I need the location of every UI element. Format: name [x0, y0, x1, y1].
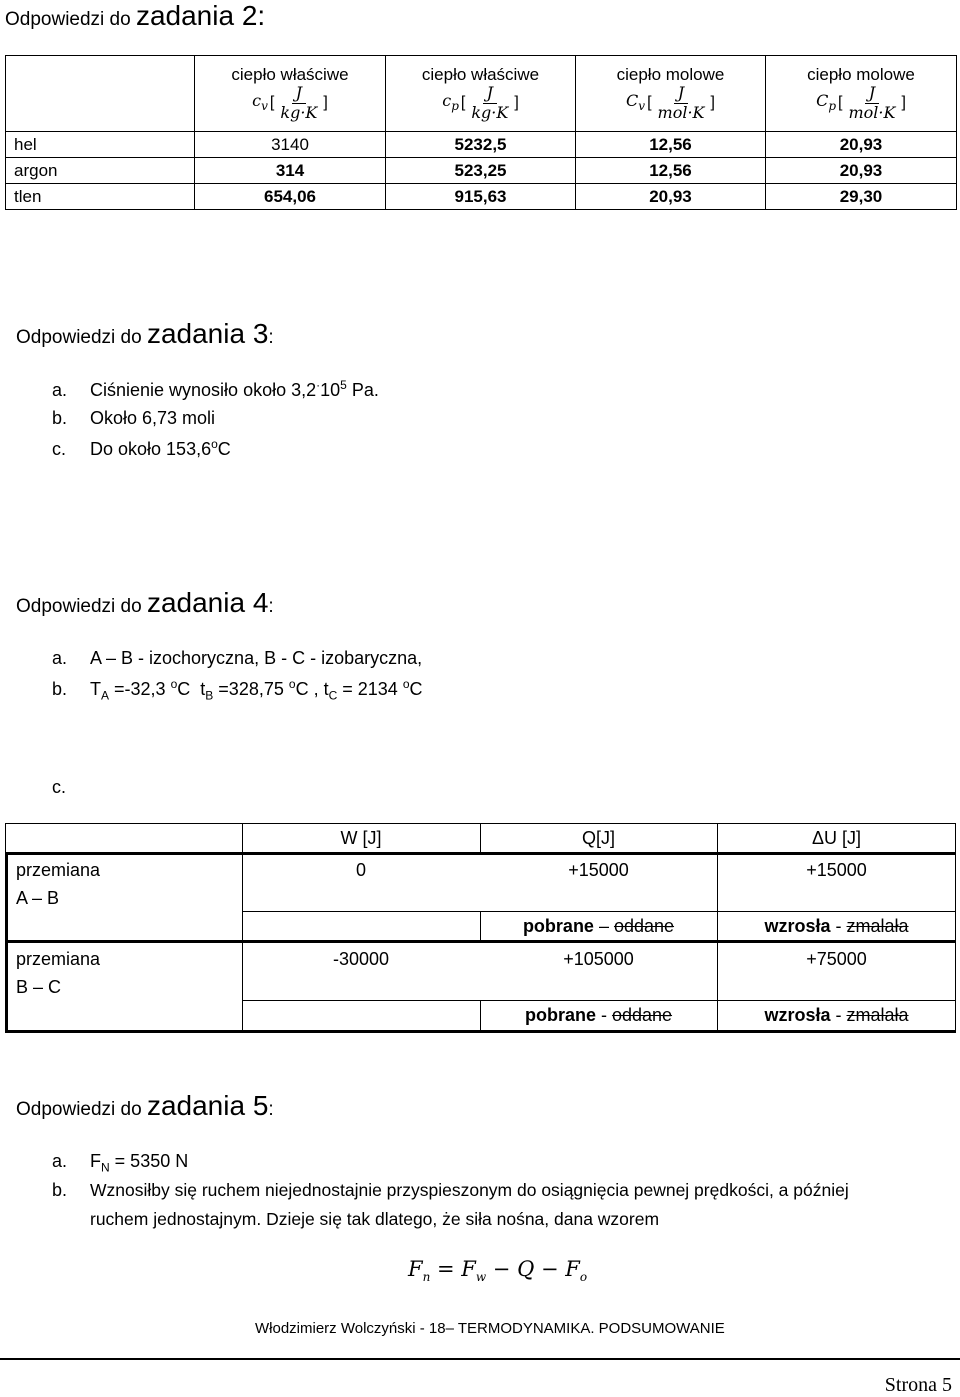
- header-internal-energy: ΔU [J]: [811, 828, 862, 848]
- table-cell: 5232,5: [386, 132, 576, 158]
- section-4-heading: Odpowiedzi do zadania 4:: [16, 587, 274, 618]
- table-cell: 915,63: [386, 184, 576, 210]
- lift-force-formula: $F_n = F_w - Q - F_o$: [408, 1257, 588, 1285]
- energy-value: +15000: [806, 860, 867, 880]
- border: [242, 911, 956, 912]
- table-cell: 20,93: [766, 132, 957, 158]
- process-label: A – B: [16, 888, 60, 908]
- header-work: W [J]: [340, 828, 382, 848]
- table-cell: 3140: [195, 132, 386, 158]
- section-5-heading: Odpowiedzi do zadania 5:: [16, 1090, 274, 1121]
- answer-4a: a. A – B - izochoryczna, B - C - izobaryczna,: [52, 648, 423, 668]
- heat-value: +15000: [568, 860, 629, 880]
- process-label: przemiana: [16, 860, 101, 880]
- table-cell: 12,56: [576, 132, 766, 158]
- work-value: 0: [355, 860, 366, 880]
- gas-name: hel: [6, 132, 195, 158]
- border: [242, 823, 243, 1033]
- table-cell: 20,93: [576, 184, 766, 210]
- table-cell: 29,30: [766, 184, 957, 210]
- footer-divider: [0, 1358, 960, 1360]
- work-value: -30000: [332, 949, 390, 969]
- heat-direction: pobrane – oddane: [522, 916, 675, 936]
- header-cell: ciepło molowe $C_v$ [ $\frac{J}{\text{mol·K}}$ ]: [576, 56, 766, 132]
- table-cell: 523,25: [386, 158, 576, 184]
- section-2-heading: Odpowiedzi do zadania 2:: [5, 0, 266, 31]
- header-cell: ciepło molowe $C_p$ [ $\frac{J}{\text{mol·K}}$ ]: [766, 56, 957, 132]
- border: [242, 1000, 956, 1001]
- header-heat: Q[J]: [581, 828, 615, 848]
- page-number: Strona 5: [884, 1374, 952, 1396]
- table-cell: 314: [195, 158, 386, 184]
- answer-5b-continued: ruchem jednostajnym. Dzieje się tak dlatego, że siła nośna, dana wzorem: [90, 1209, 660, 1229]
- footer-text: Włodzimierz Wolczyński - 18– TERMODYNAMIKA. PODSUMOWANIE: [255, 1320, 725, 1337]
- process-label: B – C: [16, 977, 62, 997]
- answer-3c: c. Do około 153,6$^o$C: [52, 437, 231, 459]
- table-cell: 20,93: [766, 158, 957, 184]
- process-table: [5, 823, 956, 1033]
- energy-direction: wzrosła - zmalała: [764, 916, 909, 936]
- answer-5b: b. Wznosiłby się ruchem niejednostajnie przyspieszonym do osiągnięcia pewnej prędkości, a później: [52, 1180, 849, 1200]
- border: [5, 852, 8, 1033]
- table-cell: 12,56: [576, 158, 766, 184]
- answer-4b: b. $T_A =-32,3$ $^o$C $t_B =328,75$ $^o$C , $t_C = 2134$ $^o$C: [52, 677, 423, 703]
- specific-heat-table: [5, 55, 957, 210]
- header-cell: ciepło właściwe $c_p$ [ $\frac{J}{kg\cdot K}$ ]: [386, 56, 576, 132]
- answer-3b: b. Około 6,73 moli: [52, 408, 216, 428]
- table-row: [6, 132, 957, 158]
- answer-5a: a. $F_N = 5350$ N: [52, 1151, 189, 1175]
- answer-3a: a. Ciśnienie wynosiło około $3,2^\cdot 10^5$ Pa.: [52, 378, 379, 400]
- table-row: [6, 184, 957, 210]
- heat-direction: pobrane - oddane: [524, 1005, 673, 1025]
- section-3-heading: Odpowiedzi do zadania 3:: [16, 318, 274, 349]
- gas-name: tlen: [6, 184, 195, 210]
- header-empty-cell: [6, 56, 195, 132]
- header-cell: ciepło właściwe $c_v$ [ $\frac{J}{kg\cdot K}$ ]: [195, 56, 386, 132]
- answer-4c-label: c.: [52, 777, 67, 797]
- process-label: przemiana: [16, 949, 101, 969]
- energy-value: +75000: [806, 949, 867, 969]
- energy-direction: wzrosła - zmalała: [764, 1005, 909, 1025]
- table-row: [6, 158, 957, 184]
- table-header-row: [6, 56, 957, 132]
- heat-value: +105000: [563, 949, 634, 969]
- table-cell: 654,06: [195, 184, 386, 210]
- gas-name: argon: [6, 158, 195, 184]
